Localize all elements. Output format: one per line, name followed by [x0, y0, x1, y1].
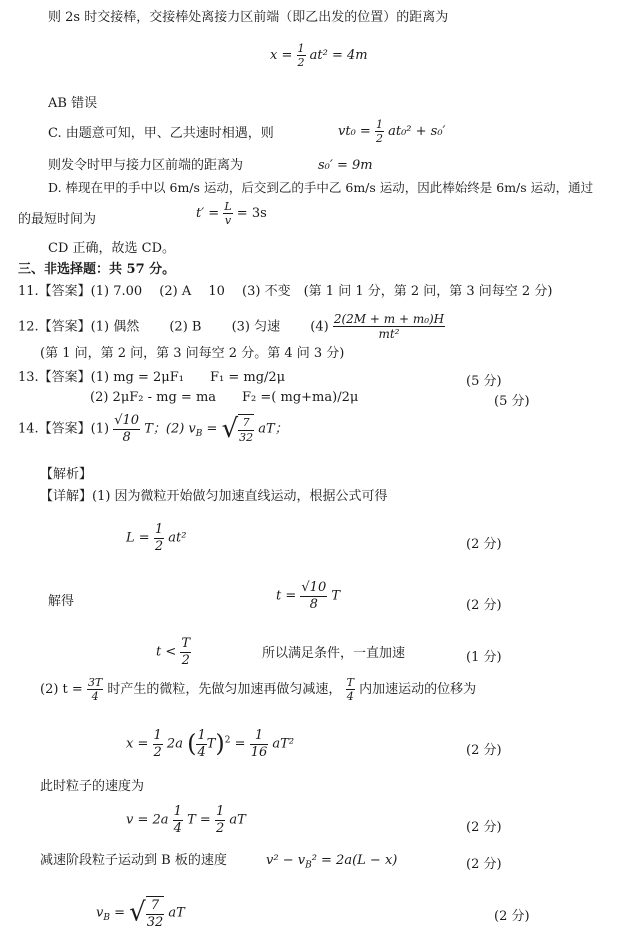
part2-text: 时产生的微粒，先做匀加速再做匀减速， — [107, 682, 342, 698]
part2-lhs: (2) t = — [40, 682, 83, 698]
eq-lhs: L = — [126, 530, 150, 546]
points: (2 分) — [466, 820, 502, 835]
text-line: 减速阶段粒子运动到 B 板的速度 — [40, 853, 227, 868]
text-line: (第 1 问，第 2 问，第 3 问每空 2 分。第 4 问 3 分) — [40, 346, 345, 361]
fraction-one-sixteenth: $\frac{1}{16}$ — [250, 728, 268, 760]
text-line: 则 2s 时交接棒，交接棒处离接力区前端（即乙出发的位置）的距离为 — [48, 10, 449, 25]
points: (2 分) — [466, 598, 502, 613]
points: (2 分) — [466, 743, 502, 758]
eq-mid: T = — [187, 812, 211, 828]
text-line: 的最短时间为 — [18, 212, 97, 227]
points: (2 分) — [466, 857, 502, 872]
eq-rhs: ² = 2a(L − x) — [311, 853, 398, 868]
superscript: 2 — [224, 735, 231, 746]
answer-13-1: 13.【答案】(1) mg = 2μF₁ F₁ = mg/2μ — [18, 370, 286, 385]
points: (2 分) — [466, 537, 502, 552]
subscript: B — [195, 429, 203, 440]
text-line: C. 由题意可知，甲、乙共速时相遇，则 — [48, 126, 274, 141]
eq-lhs: v = 2a — [126, 812, 169, 828]
eq-lhs: x = — [270, 48, 293, 64]
equals: = — [234, 736, 246, 752]
points: (2 分) — [494, 909, 530, 924]
fraction-quarter: $\frac{1}{4}$ — [197, 728, 206, 760]
eq-paren: T — [206, 736, 216, 752]
equation-final-velocity — [96, 896, 185, 930]
eq-lhs: t′ = — [196, 206, 220, 222]
answer-13-2: (2) 2μF₂ - mg = ma F₂ =( mg+ma)/2μ — [90, 390, 359, 405]
eq-rhs: aT — [168, 905, 185, 921]
equation-deceleration — [266, 853, 397, 871]
points: (5 分) — [494, 394, 530, 409]
eq-rhs: at² — [168, 530, 187, 546]
eq-lhs: vt₀ = — [338, 124, 371, 140]
equation-displacement: x = $\frac{1}{2}$ 2a ( $\frac{1}{4}$ T)$^2$ = $\frac{1}{16}$ aT² — [126, 728, 295, 760]
fraction-t-over-4: $\frac{T}{4}$ — [346, 676, 354, 704]
equation-velocity — [126, 804, 246, 836]
fraction-quarter: $\frac{1}{4}$ — [173, 804, 182, 836]
answer-14-tail: aT； — [258, 421, 288, 437]
equals: = — [202, 421, 218, 437]
fraction-sqrt10-over-8: $\frac{√10}{8}$ — [114, 413, 140, 445]
fraction-answer-12: $\frac{\text{2(2M + m + m₀)H}}{\text{mt²}}$ — [333, 312, 445, 342]
fraction-half: $\frac{1}{2}$ — [153, 728, 162, 760]
eq-rhs: T — [331, 588, 341, 604]
sqrt-7-over-32: √ $\frac{7}{32}$ — [129, 897, 164, 930]
eq-rhs: at² = 4m — [309, 48, 368, 64]
text-line: 【解析】 — [40, 467, 93, 482]
equation-inequality — [156, 636, 191, 668]
answer-14-label: 14.【答案】(1) — [18, 421, 110, 437]
equation-t-solution — [276, 580, 340, 612]
fraction-t-over-2: $\frac{T}{2}$ — [181, 636, 191, 668]
eq-lhs: t = — [276, 588, 297, 604]
points: (1 分) — [466, 650, 502, 665]
part2-tail: 内加速运动的位移为 — [359, 682, 477, 698]
fraction-half: $\frac{1}{2}$ — [154, 522, 164, 554]
eq-lhs: v² − v — [266, 853, 306, 868]
text-line: 所以满足条件，一直加速 — [262, 646, 406, 661]
eq-mid: 2a — [166, 736, 183, 752]
answer-12 — [18, 312, 445, 342]
fraction-l-over-v: $\frac{L}{v}$ — [224, 200, 232, 228]
subscript: B — [103, 913, 110, 924]
text-line: D. 棒现在甲的手中以 6m/s 运动，后交到乙的手中乙 6m/s 运动，因此棒始终是 6m/s 运动，通过 — [48, 180, 594, 195]
eq-lhs: t < — [156, 644, 177, 660]
equation-c — [338, 118, 445, 145]
equals: = — [109, 905, 126, 921]
text-line: AB 错误 — [48, 96, 98, 111]
text-line: 【详解】(1) 因为微粒开始做匀加速直线运动，根据公式可得 — [40, 489, 388, 504]
text-line-part2 — [40, 676, 476, 703]
subscript: B — [305, 860, 312, 871]
eq-rhs: aT — [229, 812, 246, 828]
equation-t — [196, 200, 267, 227]
answer-12-text: 12.【答案】(1) 偶然 (2) B (3) 匀速 (4) — [18, 319, 329, 335]
eq-rhs: = 3s — [236, 206, 267, 222]
equation-L — [126, 522, 186, 554]
fraction-half: $\frac{1}{2}$ — [375, 118, 383, 146]
answer-14 — [18, 413, 288, 445]
eq-rhs: aT² — [272, 736, 295, 752]
eq-lhs: x = — [126, 736, 149, 752]
answer-11: 11.【答案】(1) 7.00 (2) A 10 (3) 不变 (第 1 问 1 分，第 2 问，第 3 问每空 2 分) — [18, 284, 553, 299]
answer-14-text: T；(2) v — [144, 421, 196, 437]
text-line: 此时粒子的速度为 — [40, 779, 145, 794]
text-line: 则发令时甲与接力区前端的距离为 — [48, 158, 244, 173]
fraction-half: $\frac{1}{2}$ — [215, 804, 225, 836]
text-line: 解得 — [48, 594, 75, 609]
sqrt-7-over-32: √ $\frac{7}{32}$ — [221, 413, 254, 444]
points: (5 分) — [466, 374, 502, 389]
section-heading: 三、非选择题：共 57 分。 — [18, 262, 176, 277]
eq-lhs: v — [96, 905, 104, 921]
fraction-sqrt10-over-8: $\frac{√10}{8}$ — [301, 580, 327, 612]
fraction-3t-over-4: $\frac{3T}{4}$ — [87, 676, 103, 704]
eq-rhs: at₀² + s₀′ — [388, 124, 446, 140]
text-line: CD 正确，故选 CD。 — [48, 241, 176, 256]
equation-x — [270, 42, 368, 69]
equation: s₀′ = 9m — [318, 158, 373, 173]
fraction-half: $\frac{1}{2}$ — [297, 42, 305, 70]
